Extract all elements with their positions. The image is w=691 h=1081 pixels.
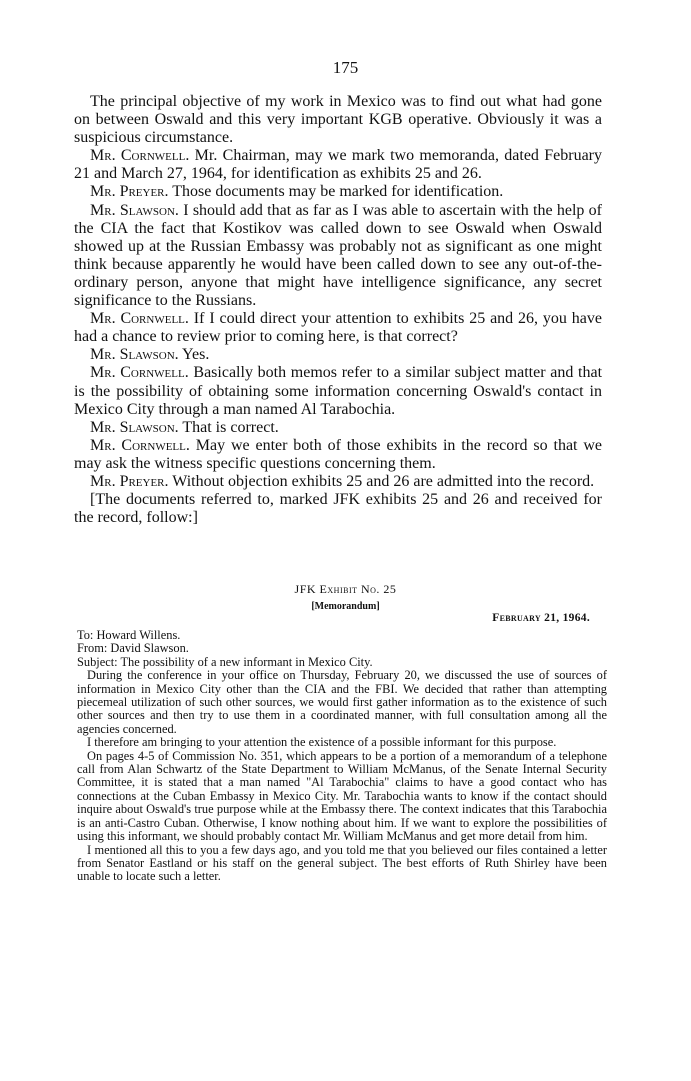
memo-subject: Subject: The possibility of a new informant in Mexico City.: [77, 654, 373, 669]
testimony-paragraph: Mr. Preyer. Without objection exhibits 25 and 26 are admitted into the record.: [90, 472, 595, 490]
memo-label: [Memorandum]: [311, 601, 380, 612]
speaker-name: Mr. Slawson.: [90, 201, 179, 219]
testimony-paragraph: Mr. Preyer. Those documents may be marked for identification.: [90, 183, 504, 201]
memo-paragraph: During the conference in your office on Thursday, February 20, we discussed the use of sources of information in Mexico City other than the CIA and the FBI. We decided that rather than attempting piecemeal utilization of such other sources, we would first gather information as to the existence of such other sources and then try to use them in a coordinated manner, with full consultation among all the agencies concerned.: [77, 668, 607, 736]
testimony-paragraph: Mr. Cornwell. May we enter both of those exhibits in the record so that we may ask the witness specific questions concerning them.: [74, 436, 603, 472]
testimony-paragraph: The principal objective of my work in Mexico was to find out what had gone on between Oswald and this very important KGB operative. Obviously it was a suspicious circumstance.: [74, 93, 602, 147]
speaker-name: Mr. Cornwell.: [90, 310, 189, 328]
speaker-name: Mr. Preyer.: [90, 183, 169, 201]
speaker-name: Mr. Cornwell.: [90, 436, 190, 454]
speaker-name: Mr. Cornwell.: [90, 147, 190, 165]
exhibit-title: JFK Exhibit No. 25: [294, 582, 397, 596]
memo-to: To: Howard Willens.: [77, 628, 181, 642]
speaker-name: Mr. Slawson.: [90, 346, 179, 364]
page-number: 175: [332, 58, 359, 77]
speaker-name: Mr. Cornwell.: [90, 364, 189, 382]
speaker-name: Mr. Slawson.: [90, 418, 179, 436]
testimony-paragraph: Mr. Cornwell. Basically both memos refer to a similar subject matter and that is the possibility of obtaining some information concerning Oswald's contact in Mexico City through a man named Al Tarabochia.: [74, 364, 603, 418]
hearing-testimony: [74, 93, 602, 527]
memo-paragraph: On pages 4-5 of Commission No. 351, which appears to be a portion of a memorandum of a telephone call from Alan Schwartz of the State Department to William McManus, of the Senate Internal Security Committee, it is stated that a man named "Al Tarabochia" claims to have a good contact who has connections at the Cuban Embassy in Mexico City. Mr. Tarabochia wants to know if the contact should inquire about Oswald's true purpose while at the Embassy there. The context indicates that this Tarabochia is an anti-Castro Cuban. Otherwise, I know nothing about him. If we want to explore the possibilities of using this informant, we should probably contact Mr. William McManus and get more detail from him.: [77, 748, 607, 844]
memo-from: From: David Slawson.: [77, 641, 189, 656]
memo-paragraph: I therefore am bringing to your attention the existence of a possible informant for this purpose.: [87, 735, 557, 750]
memo-paragraph: I mentioned all this to you a few days ago, and you told me that you believed our files contained a letter from Senator Eastland or his staff on the general subject. The best efforts of Ruth Shirley have been unable to locate such a letter.: [77, 842, 607, 884]
testimony-paragraph: Mr. Cornwell. If I could direct your attention to exhibits 25 and 26, you have had a chance to review prior to coming here, is that correct?: [74, 310, 603, 346]
testimony-paragraph: Mr. Cornwell. Mr. Chairman, may we mark two memoranda, dated February 21 and March 27, 1964, for identification as exhibits 25 and 26.: [74, 147, 603, 183]
bracketed-note: [The documents referred to, marked JFK exhibits 25 and 26 and received for the record, follow:]: [74, 491, 602, 527]
memo-date: February 21, 1964.: [492, 612, 590, 624]
memorandum-body: [77, 629, 607, 884]
testimony-paragraph: Mr. Slawson. Yes.: [90, 346, 210, 364]
testimony-paragraph: Mr. Slawson. That is correct.: [90, 418, 279, 436]
testimony-paragraph: Mr. Slawson. I should add that as far as I was able to ascertain with the help of the CIA the fact that Kostikov was called down to see Oswald when Oswald showed up at the Russian Embassy was probably not as significant as one might think because apparently he would have been called down to see any out-of-the-ordinary person, anyone that might have intelligence significance, any secret significance to the Russians.: [74, 201, 603, 310]
speaker-name: Mr. Preyer.: [90, 472, 169, 490]
